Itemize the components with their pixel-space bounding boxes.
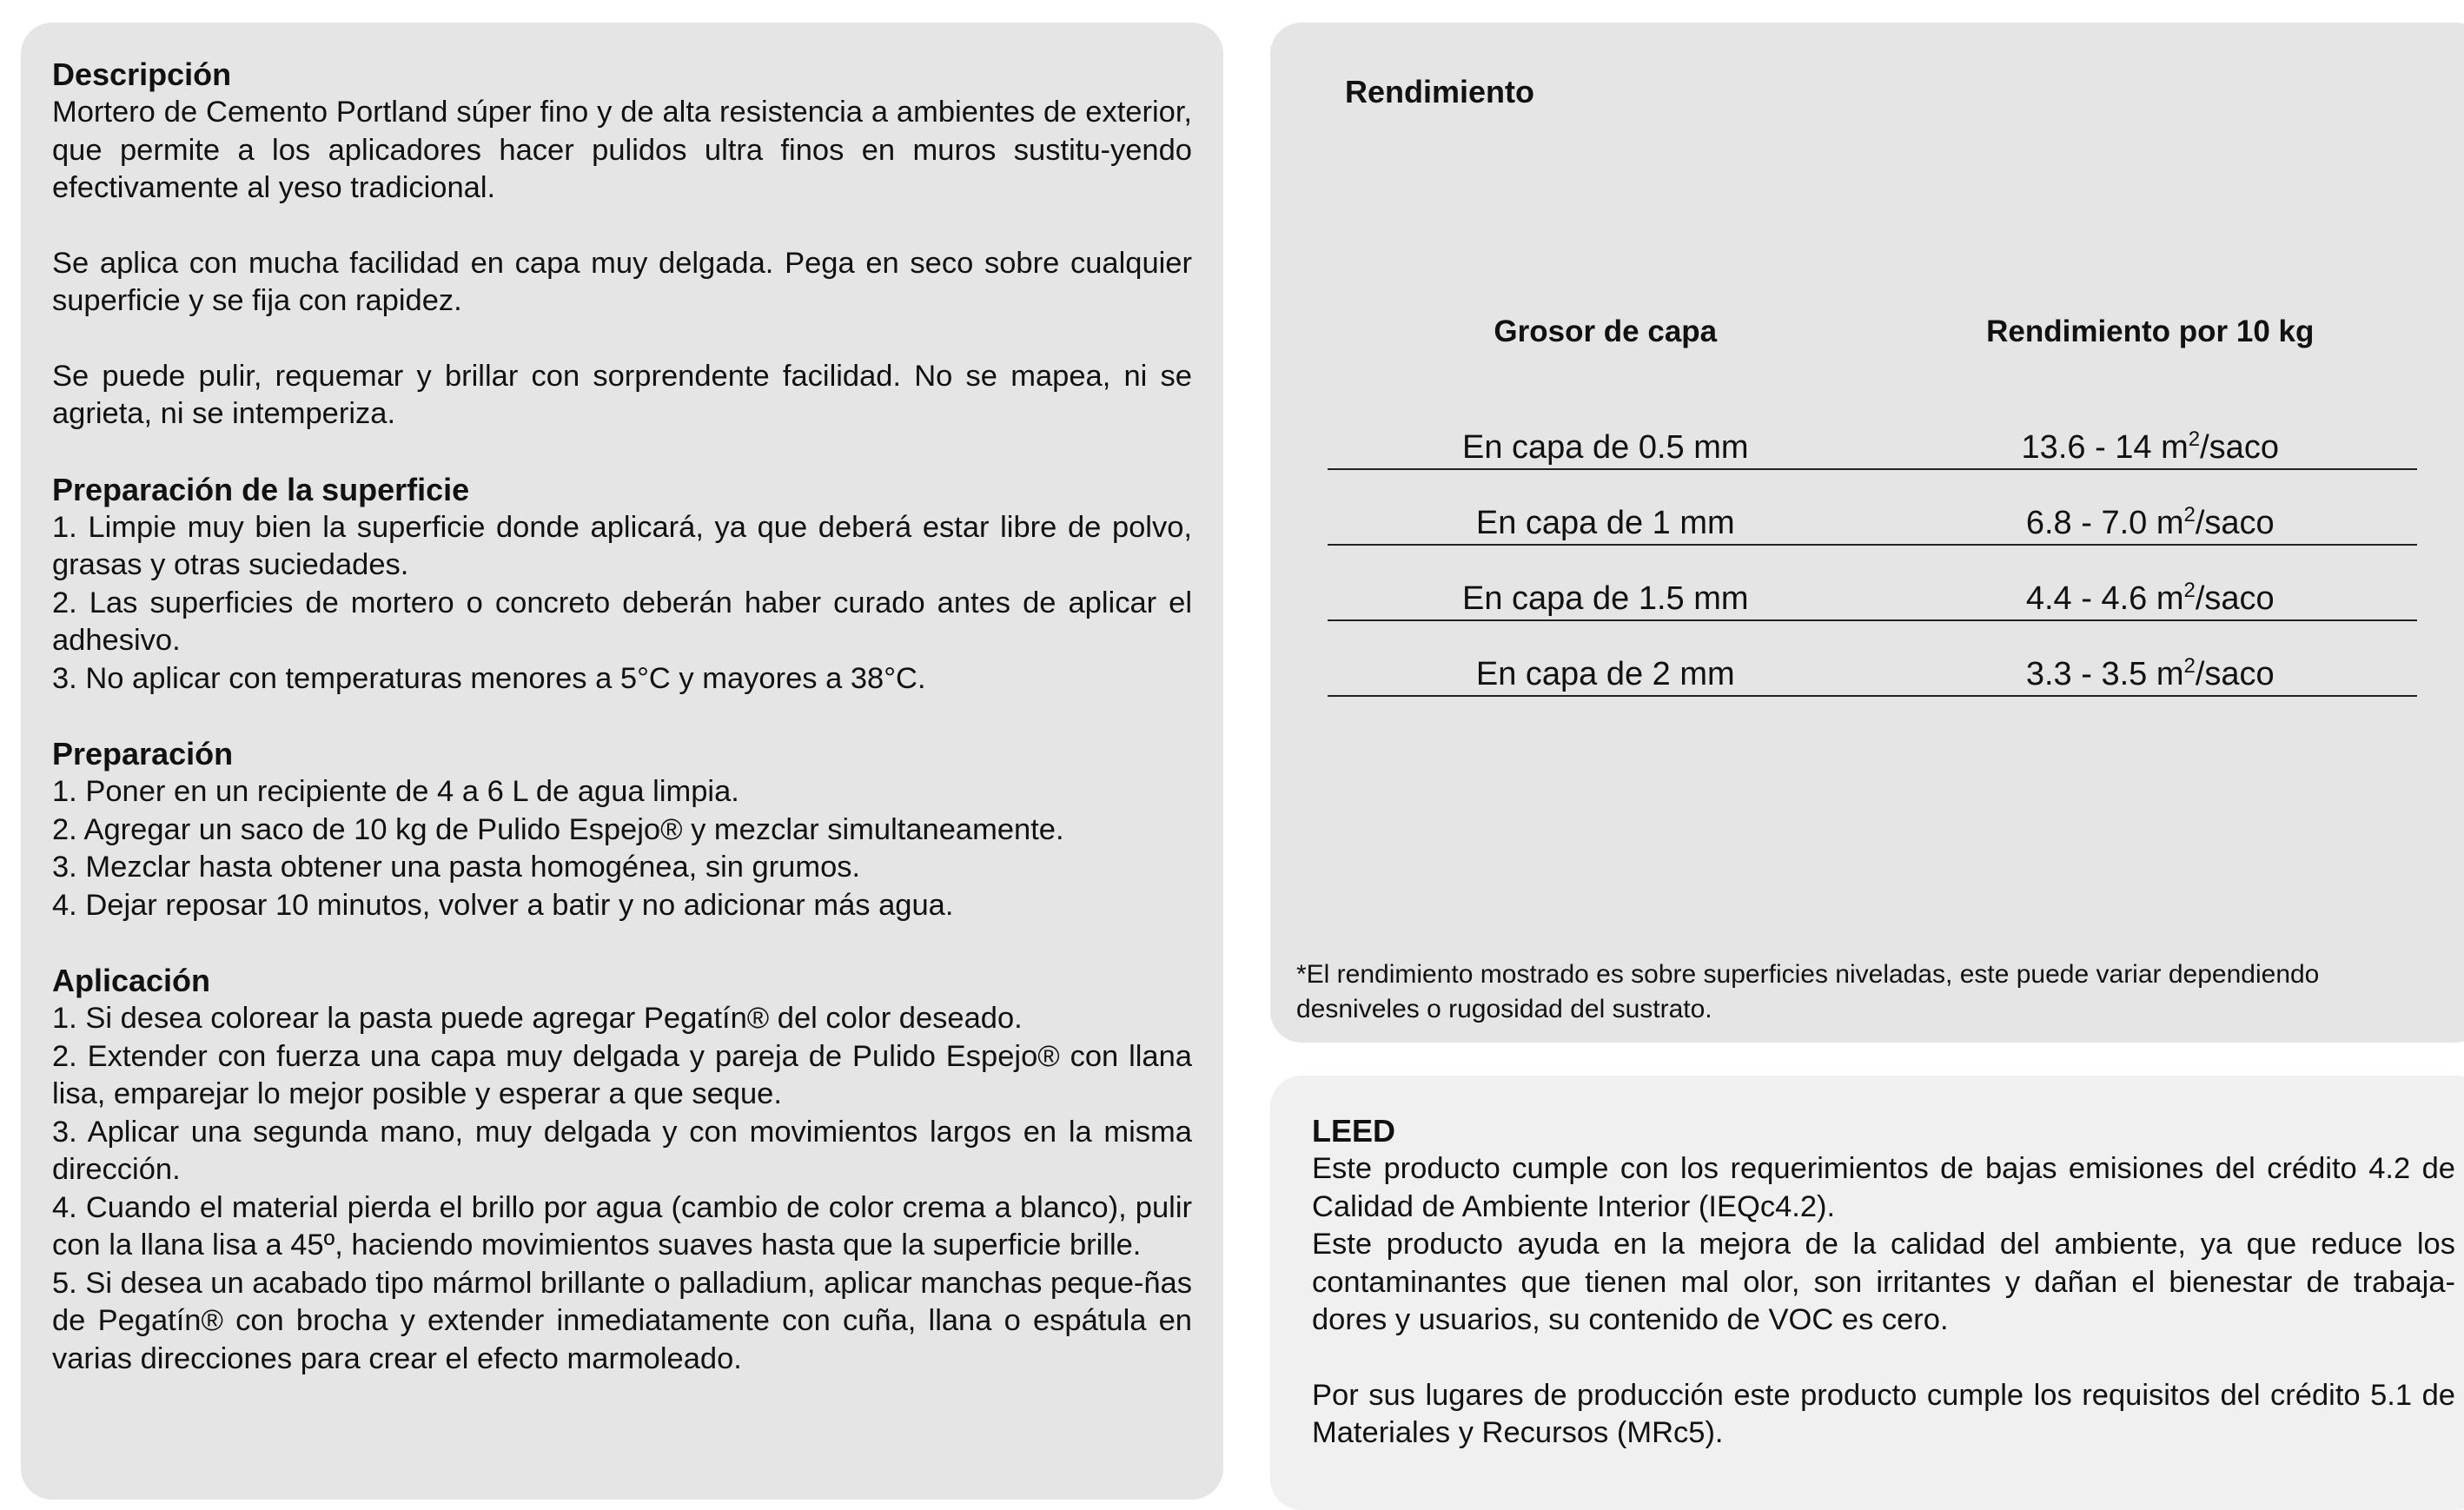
descripcion-paragraph: Mortero de Cemento Portland súper fino y de alta resistencia a ambientes de exterior, que permite a los aplicadores hacer pulidos ultra finos en muros sustitu-yendo efectivamente al yeso tradicional. bbox=[52, 96, 1192, 204]
rendimiento-panel bbox=[1270, 23, 2464, 1043]
aplicacion-list bbox=[52, 1000, 1192, 1378]
grosor-cell: En capa de 0.5 mm bbox=[1462, 429, 1749, 466]
leed-paragraph: Este producto cumple con los requerimientos de bajas emisiones del crédito 4.2 de Calidad de Ambiente Interior (IEQc4.2). bbox=[1312, 1152, 2455, 1223]
list-item: 2. Las superficies de mortero o concreto deberán haber curado antes de aplicar el adhesivo. bbox=[52, 586, 1192, 657]
rendimiento-cell: 6.8 - 7.0 $m^2$/saco bbox=[2025, 503, 2275, 541]
list-item: 1. Si desea colorear la pasta puede agregar Pegatín® del color deseado. bbox=[52, 1002, 1023, 1035]
column-header-grosor: Grosor de capa bbox=[1494, 315, 1718, 348]
preparacion-list bbox=[52, 773, 1192, 924]
table-row bbox=[1328, 470, 2417, 546]
rendimiento-table bbox=[1328, 313, 2417, 697]
list-item: 1. Poner en un recipiente de 4 a 6 L de agua limpia. bbox=[52, 775, 739, 808]
descripcion-paragraph: Se puede pulir, requemar y brillar con sorprendente facilidad. No se mapea, ni se agrieta, ni se intemperiza. bbox=[52, 359, 1192, 430]
preparacion-superficie-list bbox=[52, 509, 1192, 699]
list-item: 2. Agregar un saco de 10 kg de Pulido Espejo® y mezclar simultaneamente. bbox=[52, 812, 1064, 846]
descripcion-paragraph: Se aplica con mucha facilidad en capa muy delgada. Pega en seco sobre cualquier superficie y se fija con rapidez. bbox=[52, 246, 1192, 317]
leed-paragraph: Este producto ayuda en la mejora de la calidad del ambiente, ya que reduce los contaminantes que tienen mal olor, son irritantes y dañan el bienestar de trabaja-dores y usuarios, su contenido de VOC es cero. bbox=[1312, 1228, 2455, 1336]
list-item: 4. Dejar reposar 10 minutos, volver a batir y no adicionar más agua. bbox=[52, 888, 954, 922]
grosor-cell: En capa de 1 mm bbox=[1475, 505, 1735, 541]
left-info-panel bbox=[21, 23, 1223, 1500]
aplicacion-title: Aplicación bbox=[52, 963, 211, 998]
rendimiento-footnote: *El rendimiento mostrado es sobre superficies niveladas, este puede variar dependiendo desniveles o rugosidad del sustrato. bbox=[1296, 960, 2320, 1023]
list-item: 3. Mezclar hasta obtener una pasta homogénea, sin grumos. bbox=[52, 851, 861, 884]
table-row bbox=[1328, 621, 2417, 697]
table-header bbox=[1328, 313, 2417, 394]
leed-title: LEED bbox=[1312, 1113, 1396, 1149]
table-row bbox=[1328, 546, 2417, 621]
list-item: 5. Si desea un acabado tipo mármol brillante o palladium, aplicar manchas peque-ñas de Pegatín® con brocha y extender inmediatamente con cuña, llana o espátula en varias direcciones para crear el efecto marmoleado. bbox=[52, 1266, 1192, 1375]
preparacion-superficie-title: Preparación de la superficie bbox=[52, 471, 470, 507]
table-row bbox=[1328, 394, 2417, 470]
list-item: 4. Cuando el material pierda el brillo por agua (cambio de color crema a blanco), pulir con la llana lisa a 45º, haciendo movimientos suaves hasta que la superficie brille. bbox=[52, 1190, 1192, 1262]
rendimiento-cell: 13.6 - 14 $m^2$/saco bbox=[2021, 427, 2279, 466]
column-header-rendimiento: Rendimiento por 10 kg bbox=[1986, 315, 2315, 348]
list-item: 3. No aplicar con temperaturas menores a 5°C y mayores a 38°C. bbox=[52, 661, 926, 695]
leed-panel bbox=[1270, 1076, 2464, 1510]
leed-paragraph: Por sus lugares de producción este producto cumple los requisitos del crédito 5.1 de Materiales y Recursos (MRc5). bbox=[1312, 1378, 2455, 1449]
preparacion-title: Preparación bbox=[52, 736, 234, 772]
grosor-cell: En capa de 2 mm bbox=[1475, 656, 1735, 692]
grosor-cell: En capa de 1.5 mm bbox=[1462, 580, 1749, 617]
list-item: 1. Limpie muy bien la superficie donde aplicará, ya que deberá estar libre de polvo, grasas y otras suciedades. bbox=[52, 510, 1192, 581]
rendimiento-cell: 3.3 - 3.5 $m^2$/saco bbox=[2025, 654, 2275, 692]
descripcion-title: Descripción bbox=[52, 56, 232, 92]
list-item: 3. Aplicar una segunda mano, muy delgada y con movimientos largos en la misma dirección. bbox=[52, 1115, 1192, 1186]
list-item: 2. Extender con fuerza una capa muy delgada y pareja de Pulido Espejo® con llana lisa, emparejar lo mejor posible y esperar a que seque. bbox=[52, 1039, 1192, 1110]
rendimiento-title: Rendimiento bbox=[1345, 74, 1535, 109]
rendimiento-cell: 4.4 - 4.6 $m^2$/saco bbox=[2025, 579, 2275, 617]
